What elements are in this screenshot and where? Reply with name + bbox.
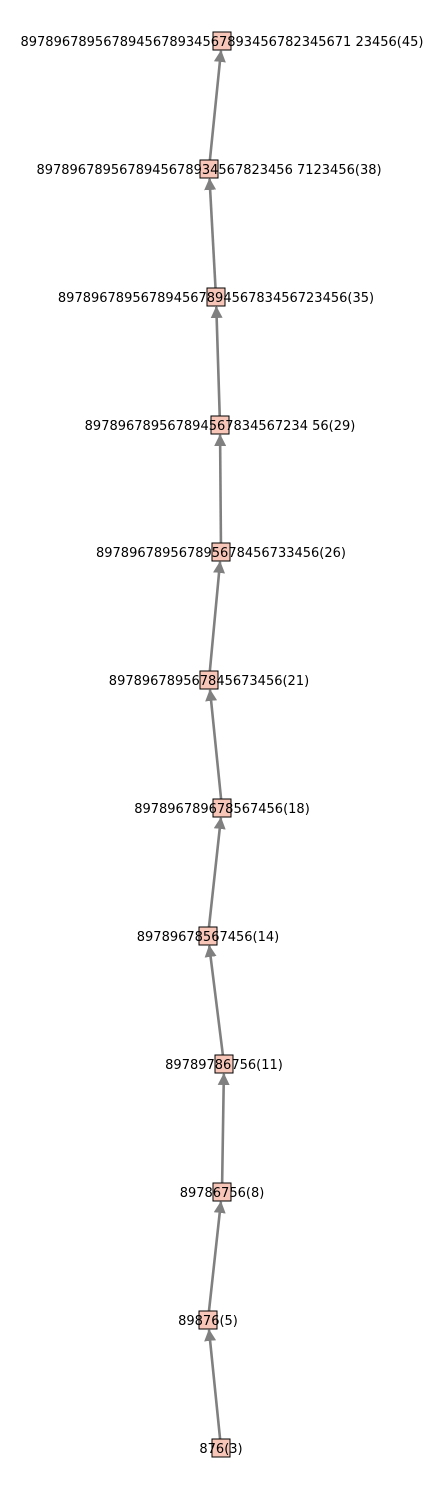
node-label: 897896789678567456(18)	[134, 802, 310, 817]
edge-arrow	[210, 51, 221, 160]
edge-arrow	[220, 435, 221, 543]
node-label: 89789786756(11)	[165, 1058, 283, 1073]
node-label: 897896789567894567834567234 56(29)	[84, 419, 356, 434]
edge-arrow	[209, 1202, 221, 1311]
node-label: 89789678567456(14)	[136, 930, 280, 945]
node-label: 8978967895678945678934567893456782345671 23456(45)	[20, 35, 424, 50]
node-label: 89789678956789456789456783456723456(35)	[57, 291, 375, 306]
edge-arrow	[209, 1330, 220, 1439]
node-label: 876(3)	[199, 1442, 243, 1457]
label-layer	[20, 35, 423, 1457]
edge-layer	[209, 51, 224, 1439]
node-label: 897896789567895678456733456(26)	[95, 546, 347, 561]
edge-arrow	[210, 690, 221, 799]
edge-arrow	[209, 946, 223, 1055]
edge-arrow	[209, 818, 221, 927]
node-label: 89876(5)	[178, 1314, 238, 1329]
node-label: 897896789567845673456(21)	[108, 674, 310, 689]
edge-arrow	[216, 307, 219, 416]
node-label: 8978967895678945678934567823456 7123456(38)	[36, 163, 382, 178]
edge-arrow	[210, 562, 220, 671]
edge-arrow	[222, 1074, 224, 1183]
node-label: 89786756(8)	[179, 1186, 265, 1201]
edge-arrow	[210, 179, 216, 288]
